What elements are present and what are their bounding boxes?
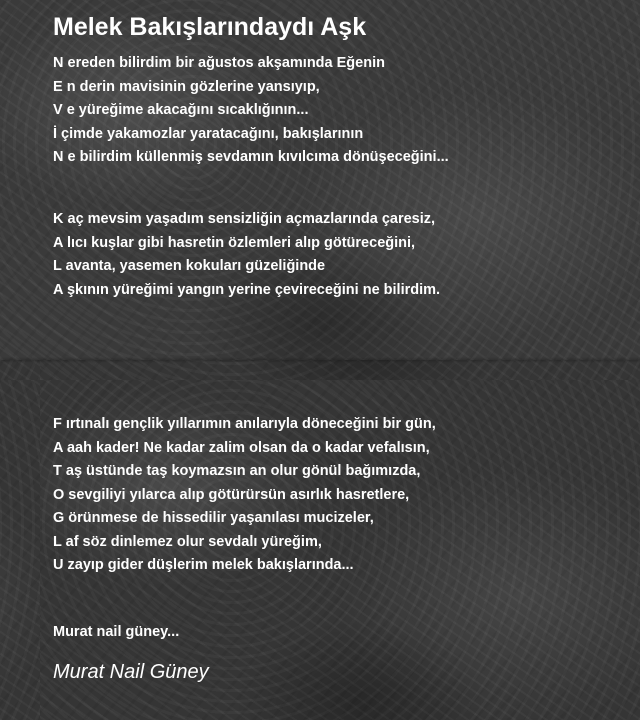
stanza-1 [53, 52, 623, 170]
poem-line: A şkının yüreğimi yangın yerine çevireceğini ne bilirdim. [53, 281, 441, 298]
stanza-2 [53, 208, 623, 302]
poem-signature: Murat nail güney... [53, 624, 180, 640]
poem-title: Melek Bakışlarındaydı Aşk [53, 13, 367, 41]
poem-line: L avanta, yasemen kokuları güzeliğinde [53, 258, 326, 274]
stanza-3 [53, 413, 623, 578]
poem-line: V e yüreğime akacağını sıcaklığının... [53, 102, 309, 118]
poem-line: K aç mevsim yaşadım sensizliğin açmazlarında çaresiz, [53, 211, 436, 227]
poem-line: İ çimde yakamozlar yaratacağını, bakışlarının [53, 125, 364, 142]
poem-line: U zayıp gider düşlerim melek bakışlarında... [53, 557, 354, 573]
poem-line: N e bilirdim küllenmiş sevdamın kıvılcıma dönüşeceğini... [53, 149, 449, 165]
poem-line: F ırtınalı gençlik yıllarımın anılarıyla döneceğini bir gün, [53, 416, 436, 432]
author-name: Murat Nail Güney [53, 661, 209, 683]
poem-line: E n derin mavisinin gözlerine yansıyıp, [53, 78, 320, 95]
poem-line: O sevgiliyi yılarca alıp götürürsün asırlık hasretlere, [53, 486, 410, 503]
poem-line: L af söz dinlemez olur sevdalı yüreğim, [53, 533, 322, 550]
poem-line: N ereden bilirdim bir ağustos akşamında Eğenin [53, 55, 385, 71]
poem-line: A aah kader! Ne kadar zalim olsan da o kadar vefalısın, [53, 439, 430, 456]
poem-line: A lıcı kuşlar gibi hasretin özlemleri alıp götüreceğini, [53, 234, 416, 251]
poem-line: T aş üstünde taş koymazsın an olur gönül bağımızda, [53, 463, 421, 479]
poem-line: G örünmese de hissedilir yaşanılası mucizeler, [53, 510, 374, 526]
